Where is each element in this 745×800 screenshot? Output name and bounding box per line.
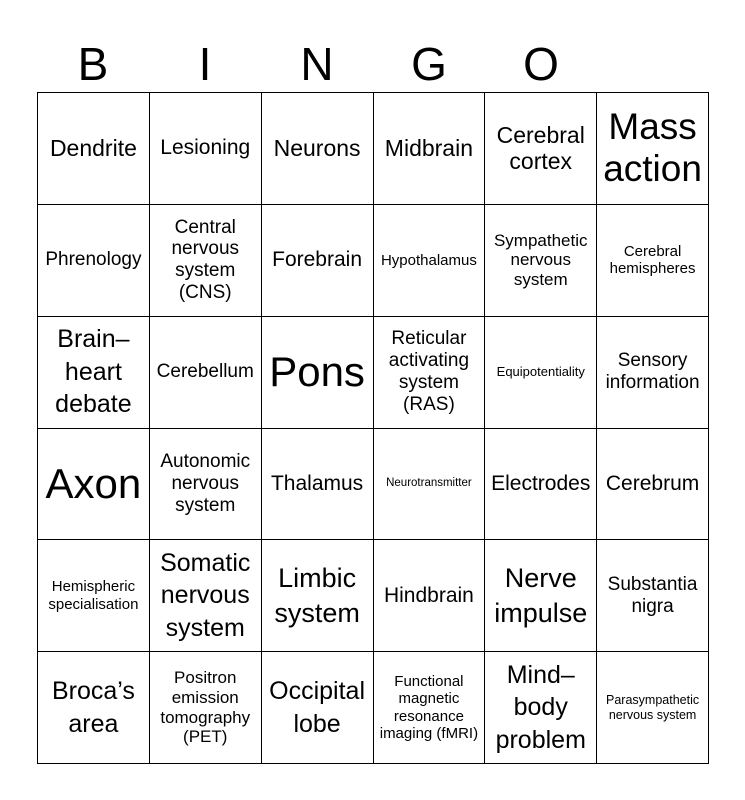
bingo-cell[interactable]: Sensory information [597,317,709,429]
bingo-cell[interactable]: Hypothalamus [374,205,486,317]
bingo-cell[interactable]: Hindbrain [374,540,486,652]
bingo-cell[interactable]: Cerebrum [597,429,709,541]
bingo-cell[interactable]: Pons [262,317,374,429]
bingo-cell[interactable]: Neurotransmitter [374,429,486,541]
bingo-cell[interactable]: Equipotentiality [485,317,597,429]
bingo-cell[interactable]: Midbrain [374,93,486,205]
bingo-cell[interactable]: Electrodes [485,429,597,541]
bingo-cell[interactable]: Cerebral cortex [485,93,597,205]
bingo-card-grid [37,92,709,764]
bingo-cell[interactable]: Cerebral hemispheres [597,205,709,317]
bingo-cell[interactable]: Positron emission tomography (PET) [150,652,262,764]
bingo-cell[interactable]: Thalamus [262,429,374,541]
header-letter-b: B [77,38,109,90]
bingo-cell[interactable]: Central nervous system (CNS) [150,205,262,317]
bingo-cell[interactable]: Somatic nervous system [150,540,262,652]
bingo-cell[interactable]: Reticular activating system (RAS) [374,317,486,429]
header-letter-n: N [300,38,334,90]
bingo-cell[interactable]: Lesioning [150,93,262,205]
bingo-cell[interactable]: Brain–heart debate [38,317,150,429]
bingo-cell[interactable]: Dendrite [38,93,150,205]
header-letter-i: I [198,38,212,90]
header-letter-o: O [523,38,559,90]
bingo-cell[interactable]: Sympathetic nervous system [485,205,597,317]
header-letter-g: G [411,38,447,90]
bingo-cell[interactable]: Cerebellum [150,317,262,429]
bingo-cell[interactable]: Mind–body problem [485,652,597,764]
bingo-cell[interactable]: Occipital lobe [262,652,374,764]
bingo-cell[interactable]: Phrenology [38,205,150,317]
bingo-cell[interactable]: Broca’s area [38,652,150,764]
bingo-cell[interactable]: Hemispheric specialisation [38,540,150,652]
bingo-header [37,36,709,92]
bingo-cell[interactable]: Functional magnetic resonance imaging (fMRI) [374,652,486,764]
bingo-cell[interactable]: Parasympathetic nervous system [597,652,709,764]
bingo-cell[interactable]: Nerve impulse [485,540,597,652]
bingo-cell[interactable]: Forebrain [262,205,374,317]
bingo-cell[interactable]: Axon [38,429,150,541]
bingo-cell[interactable]: Mass action [597,93,709,205]
bingo-cell[interactable]: Autonomic nervous system [150,429,262,541]
bingo-cell[interactable]: Neurons [262,93,374,205]
bingo-cell[interactable]: Substantia nigra [597,540,709,652]
bingo-cell[interactable]: Limbic system [262,540,374,652]
